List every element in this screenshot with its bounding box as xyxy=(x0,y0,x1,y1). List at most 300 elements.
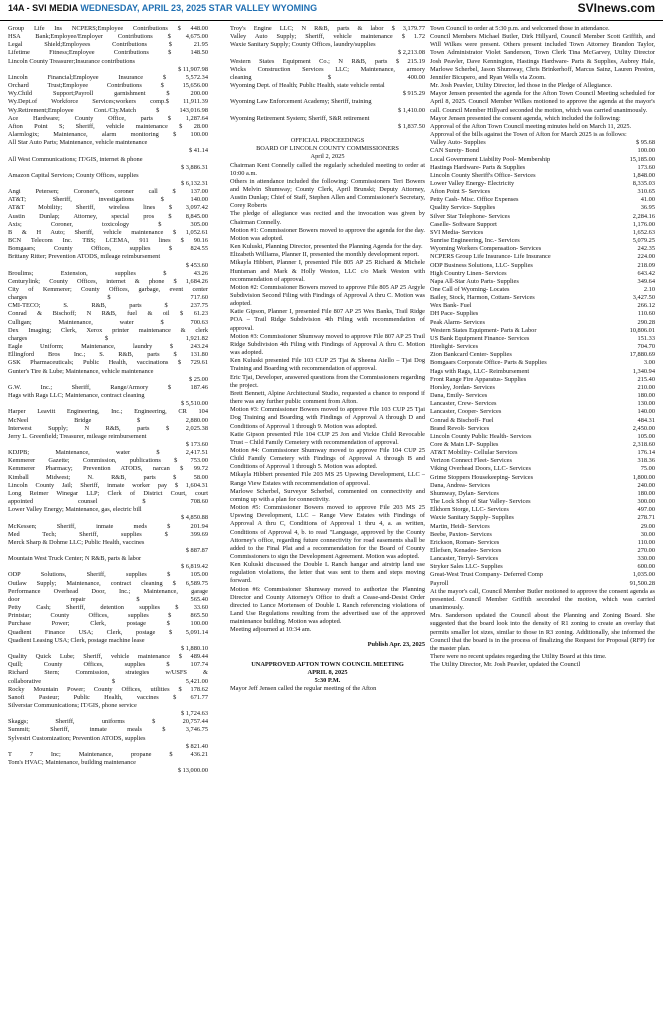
proceedings-paragraph: Motion #5: Commissioner Bowers moved to approve File 203 MS 25 Upswing Development, LLC – Range View Estates with Findings of Approval A thru C, Conditions of Approval 1 thru 4, a. as written, Conditions of Approval 4, b. to read "Language, approved by the County Attorney's office, regarding future connectivity for road easements shall be added to the Final Plat and a recommendation for the Board of County Commissioners to sign the Development Agreement. Motion was adopted. xyxy=(230,504,425,560)
bill-vendor: Peak Alarm- Services xyxy=(430,318,485,326)
entry-line: Lincoln County Jail; Sheriff, inmate worker pay $ 1,604.31 xyxy=(8,481,208,489)
entry-line: Long Reimer Winegar LLP; Clerk of District Court, court xyxy=(8,489,208,497)
page-number: 14A - SVI MEDIA xyxy=(8,3,78,13)
entry-amount: $ 453.60 xyxy=(185,261,208,269)
entry-line: Amazon Capital Services; County Offices, supplies xyxy=(8,171,139,179)
bill-amount: 1,340.94 xyxy=(632,367,655,375)
entry-line: collaborative $ 5,421.00 xyxy=(8,677,208,685)
entry-line: Purchase Power; Clerk, postage $ 100.00 xyxy=(8,620,208,628)
issue-date: WEDNESDAY, APRIL 23, 2025 xyxy=(80,3,207,13)
proceedings-paragraph: Ken Kuluski presented File 103 CUP 25 Tjai & Sheena Aiello – Tjai Dog Training and Boarding with recommendation of approval. xyxy=(230,357,425,373)
bill-row xyxy=(430,523,655,531)
entry-line: All Star Auto Parts; Maintenance, vehicle maintenance xyxy=(8,139,148,147)
entry-line: AT&T; Sheriff, investigations $ 140.00 xyxy=(8,196,208,204)
bill-row xyxy=(430,204,655,212)
afton-meeting-title: UNAPPROVED AFTON TOWN COUNCIL MEETING xyxy=(251,660,404,668)
bill-amount: 1,035.00 xyxy=(632,571,655,579)
entry-line: T 7 Inc; Maintenance, propane $ 436.21 xyxy=(8,750,208,758)
entry-line: B & H Auto; Sheriff, vehicle maintenance $ 1,052.61 xyxy=(8,228,208,236)
entry-line: Jerry L. Greenfield; Treasurer, mileage reimbursement xyxy=(8,432,147,440)
proceedings-body xyxy=(230,162,425,635)
bill-row xyxy=(430,172,655,180)
proceedings-paragraph: Meeting adjourned at 10:34 am. xyxy=(230,626,312,634)
bill-row xyxy=(430,376,655,384)
bill-amount: 1,652.63 xyxy=(632,228,655,236)
entry-line: Kemmerer Pharmacy; Prevention ATODS, narcan $ 99.72 xyxy=(8,465,208,473)
bill-vendor: Lancaster, Cooper- Services xyxy=(430,408,502,416)
bill-row xyxy=(430,457,655,465)
entry-line: CMI-TECO; S. R&B, parts $ 237.75 xyxy=(8,302,208,310)
bill-row xyxy=(430,180,655,188)
entry-line: Brittany Ritter; Prevention ATODS, mileage reimbursement xyxy=(8,253,161,261)
bill-amount: 1,848.00 xyxy=(632,171,655,179)
bill-amount: 600.00 xyxy=(637,563,655,571)
proceedings-paragraph: Ken Kuluski discussed the Double L Ranch hangar and airstrip land use regulation violations, the letter that was sent to them and steps moving forward. xyxy=(230,561,425,585)
bill-amount: 349.64 xyxy=(637,277,655,285)
page-header xyxy=(0,0,663,21)
entry-line: Quadient Finance USA; Clerk, postage $ 5,091.14 xyxy=(8,628,208,636)
bill-vendor: Hastings Hardware- Parts & Supplies xyxy=(430,163,526,171)
entry-line: Wy.Retirement;Employee Cont./Cty.Match $ 143,016.98 xyxy=(8,106,208,114)
minutes-paragraph: Mr. Josh Peavler, Utility Director, led those in the Pledge of Allegiance. xyxy=(430,82,613,90)
bill-vendor: Petty Cash- Misc. Office Expenses xyxy=(430,196,519,204)
minutes-paragraph: Town Council to order at 5:30 p.m. and welcomed those in attendance. xyxy=(430,25,610,32)
entry-line: Tom's HVAC; Maintenance, building maintenance xyxy=(8,759,136,767)
bill-amount: 173.60 xyxy=(637,163,655,171)
proceedings-paragraph: Motion #3: Commissioner Shumway moved to approve File 807 AP 25 Trail Ridge Subdivision 4th Filing with Findings of Approval A thru C. Motion was adopted. xyxy=(230,332,425,357)
bill-vendor: Brand Revolt- Services xyxy=(430,424,490,432)
bill-vendor: Napa All-Star Auto Parts- Supplies xyxy=(430,277,519,285)
bill-row xyxy=(430,327,655,335)
bill-amount: 75.00 xyxy=(640,465,655,473)
bill-row xyxy=(430,368,655,376)
entry-amount: $ 1,410.00 xyxy=(398,106,425,114)
proceedings-paragraph: Others in attendance included the following: Commissioners Teri Bowers and Melvin Shumway; County Clerk, April Brunski; Deputy Attorney, Austin Dunlap; Chief of Staff, Stephen Allen and Commissioner's Secretary, Corey Roberts xyxy=(230,177,425,210)
entry-line: Rocky Mountain Power; County Offices, utilities $ 178.62 xyxy=(8,685,208,693)
entry-line: Conrad & Bischoff; N R&B, fuel & oil $ 61.23 xyxy=(8,310,208,318)
bill-vendor: High Country Linen- Services xyxy=(430,269,507,277)
bill-vendor: Front Range Fire Apparatus- Supplies xyxy=(430,375,527,383)
entry-amount: $ 11,907.98 xyxy=(178,65,208,73)
minutes-paragraph: Approval of the bills against the Town of Afton for March 2025 is as follows: xyxy=(430,131,627,139)
entry-line: Afton Point S; Sheriff, vehicle maintenance $ 28.00 xyxy=(8,122,208,130)
entry-line: Wyoming Retirement System; Sheriff, S&R retirement xyxy=(230,114,370,122)
bill-amount: 266.12 xyxy=(637,302,655,310)
entry-line: Wyoming Dept. of Health; Public Health, state vehicle rental xyxy=(230,82,385,90)
bill-vendor: Silver Star Telephone- Services xyxy=(430,212,510,220)
bill-vendor: Lancaster, Crew- Services xyxy=(430,400,497,408)
proceedings-paragraph: Marlowe Scherbel, Surveyor Scherbel, commented on connectivity and coming up with a plan for connectivity. xyxy=(230,487,425,503)
bill-row xyxy=(430,147,655,155)
entry-line: Silverstar Communications; IT/GIS, phone service xyxy=(8,701,137,709)
claims-list-continued xyxy=(230,25,425,131)
entry-line: Broulims; Extension, supplies $ 43.26 xyxy=(8,269,208,277)
entry-line: BCN Telecom Inc. TBS; LCEMA, 911 lines $ 90.16 xyxy=(8,237,208,245)
bill-amount: 180.00 xyxy=(637,392,655,400)
bill-amount: 29.00 xyxy=(640,522,655,530)
entry-amount: $ 173.60 xyxy=(185,440,208,448)
minutes-paragraph: Approval of the Afton Town Council meeting minutes held on March 11, 2025. xyxy=(430,122,632,130)
bill-row xyxy=(430,498,655,506)
proceedings-paragraph: Mikayla Hibbert presented File 203 MS 25 Upswing Development, LLC – Range View Estates with recommendation of approval. xyxy=(230,471,425,487)
bill-row xyxy=(430,343,655,351)
bill-row xyxy=(430,310,655,318)
bill-amount: 704.70 xyxy=(637,343,655,351)
entry-line: Austin Dunlap; Attorney, special pros $ 8,845.00 xyxy=(8,212,208,220)
bill-vendor: Waxie Sanitary Supply- Supplies xyxy=(430,514,514,522)
paper-name: STAR VALLEY WYOMING xyxy=(208,3,318,13)
bill-row xyxy=(430,319,655,327)
bill-amount: 318.36 xyxy=(637,457,655,465)
bill-vendor: One Call of Wyoming- Locates xyxy=(430,286,510,293)
bill-vendor: Lincoln County Sheriff's Office- Services xyxy=(430,171,536,179)
entry-amount: $ 1,837.50 xyxy=(398,122,425,130)
bill-row xyxy=(430,156,655,164)
bill-amount: 300.00 xyxy=(637,498,655,506)
entry-amount: $ 1,880.10 xyxy=(181,644,208,652)
afton-minutes-body xyxy=(430,25,655,139)
entry-line: Sylvestri Customization; Prevention ATODS, supplies xyxy=(8,734,146,742)
bill-amount: 218.09 xyxy=(637,261,655,269)
bill-amount: 5,079.25 xyxy=(632,237,655,245)
bill-vendor: NCPERS Group Life Insurance- Life Insurance xyxy=(430,253,551,261)
entry-line: GSK Pharmaceuticals; Public Health, vaccinations $ 729.61 xyxy=(8,359,208,367)
entry-line: Alarmlogix; Maintenance, alarm monitoring $ 100.00 xyxy=(8,131,208,139)
bill-vendor: Horsley, Jordan- Services xyxy=(430,383,495,391)
header-info xyxy=(8,3,317,13)
bill-amount: 3,427.50 xyxy=(632,294,655,302)
bill-vendor: Local Government Liability Pool- Membership xyxy=(430,155,551,163)
bill-row xyxy=(430,302,655,310)
entry-line: All West Communications; IT/GIS, internet & phone xyxy=(8,155,143,163)
bill-amount: 224.00 xyxy=(637,253,655,261)
entry-amount: $ 915.29 xyxy=(402,90,425,98)
bill-vendor: Verizon Connect Fleet- Services xyxy=(430,457,512,465)
entry-line: Summit; Sheriff, inmate meals $ 3,746.75 xyxy=(8,726,208,734)
bill-amount: 15,185.00 xyxy=(629,155,655,163)
entry-line: G.W. Inc.; Sheriff, Range/Armory $ 187.46 xyxy=(8,383,208,391)
entry-line: ODP Solutions, Sheriff, supplies $ 105.00 xyxy=(8,571,208,579)
bill-vendor: Grime Stoppers Housekeeping- Services xyxy=(430,473,534,481)
entry-amount: $ 6,132.31 xyxy=(181,179,208,187)
bill-row xyxy=(430,237,655,245)
entry-line: Performance Overhead Door, Inc.; Maintenance, garage xyxy=(8,587,208,595)
bill-row xyxy=(430,400,655,408)
bill-vendor: Wyoming Workers Compensation- Services xyxy=(430,245,542,253)
entry-line: Harper Leavitt Engineering, Inc.; Engineering, CR 104 xyxy=(8,408,208,416)
bill-amount: 2,318.60 xyxy=(632,440,655,448)
proceedings-paragraph: Motion #4: Commissioner Shumway moved to approve File 104 CUP 25 Child Family Cemetery with Findings of Approval A through B and Conditions of Approval 1 through 5. Motion was adopted. xyxy=(230,446,425,471)
bill-row xyxy=(430,474,655,482)
bill-row xyxy=(430,270,655,278)
entry-line: Mountain West Truck Center; N R&B, parts & labor xyxy=(8,555,142,563)
bill-amount: 110.00 xyxy=(637,538,655,546)
bill-vendor: Quality Service- Supplies xyxy=(430,204,496,212)
bill-row xyxy=(430,482,655,490)
minutes-paragraph: Mrs. Sanderson updated the Council about the Planning and Zoning Board. She suggested that the board look into the density of R1 zoning to create an overlay that permits smaller lot sizes, similar to those in R3 zoning. Additionally, she informed the Council that the board is in the process of finalizing the Request for Proposal (RFP) for the master plan. xyxy=(430,612,655,652)
entry-line: Angi Petersen; Coroner's, coroner call $ 137.00 xyxy=(8,188,208,196)
entry-line: Lincoln County Treasurer;Insurance contributions xyxy=(8,57,136,65)
bill-amount: 105.00 xyxy=(637,432,655,440)
bill-row xyxy=(430,384,655,392)
entry-line: Ellingford Bros Inc.; S. R&B, parts $ 131.80 xyxy=(8,351,208,359)
entry-line: Gunter's Tire & Lube; Maintenance, vehicle maintenance xyxy=(8,367,154,375)
bill-vendor: Core & Main LP- Supplies xyxy=(430,440,499,448)
bill-row xyxy=(430,196,655,204)
column-1-claims-list xyxy=(8,25,208,1020)
entry-line: Quill; County Offices, supplies $ 107.74 xyxy=(8,661,208,669)
entry-line: Waxie Sanitary Supply; County Offices, laundry/supplies xyxy=(230,41,376,49)
proceedings-paragraph: Chairman Kent Connelly called the regularly scheduled meeting to order at 10:00 a.m. xyxy=(230,161,425,177)
bill-vendor: Lincoln County Public Health- Services xyxy=(430,432,532,440)
bill-amount: 100.00 xyxy=(637,147,655,155)
bill-amount: 2.10 xyxy=(643,286,655,293)
bill-amount: 1,800.00 xyxy=(632,473,655,481)
bill-vendor: Bailey, Stock, Harmon, Cottam- Services xyxy=(430,294,535,302)
entry-amount: $ 41.14 xyxy=(188,147,208,155)
proceedings-paragraph: Katie Gipson, Planner I, presented File 807 AP 25 Wes Banks, Trail Ridge POA – Trail Ridge Subdivision 4th Filing with recommendation of approval. xyxy=(230,308,425,332)
bill-row xyxy=(430,286,655,294)
entry-line: City of Kemmerer; County Offices, garbage, event center xyxy=(8,286,208,293)
proceedings-paragraph: Ken Kuluski, Planning Director, presented the Planning Agenda for the day. xyxy=(230,243,423,251)
bill-row xyxy=(430,433,655,441)
entry-line: Kemmerer Gazette; Commission, publications $ 753.00 xyxy=(8,457,208,465)
entry-line: charges $ 717.60 xyxy=(8,294,208,302)
bill-amount: 242.35 xyxy=(637,245,655,253)
bill-vendor: Hirelight- Services xyxy=(430,343,479,351)
bill-amount: $ 95.68 xyxy=(635,139,655,147)
entry-line: Valley Auto Supply; Sheriff, vehicle maintenance $ 1.72 xyxy=(230,33,425,41)
proceedings-date: April 2, 2025 xyxy=(310,153,345,161)
bill-amount: 130.00 xyxy=(637,400,655,408)
bill-vendor: Wex Bank- Fuel xyxy=(430,302,472,310)
entry-line: Kimball Midwest; N. R&B, parts $ 58.00 xyxy=(8,473,208,481)
bill-row xyxy=(430,294,655,302)
bill-vendor: Sunrise Engineering, Inc.- Services xyxy=(430,237,520,245)
entry-amount: $ 4,850.88 xyxy=(181,514,208,522)
bill-row xyxy=(430,547,655,555)
bill-amount: 17,880.69 xyxy=(629,351,655,359)
entry-amount: $ 887.87 xyxy=(185,547,208,554)
minutes-paragraph: Mayor Jensen presented the consent agenda, which included the following: xyxy=(430,114,621,122)
bill-row xyxy=(430,539,655,547)
bill-row xyxy=(430,465,655,473)
entry-line: HSA Bank;Employee/Employer Contributions $ 4,675.00 xyxy=(8,33,208,41)
column-3-afton-minutes xyxy=(430,25,655,1020)
bill-amount: 3.00 xyxy=(643,359,655,367)
entry-line: Orchard Trust;Employee Contributions $ 15,656.00 xyxy=(8,82,208,90)
bill-row xyxy=(430,164,655,172)
proceedings-paragraph: Katie Gipson presented File 104 CUP 25 Jon and Vickie Child Revocable Trust – Child Family Cemetery with recommendation of approval. xyxy=(230,430,425,446)
bill-amount: 140.00 xyxy=(637,408,655,416)
bill-amount: 91,500.28 xyxy=(629,579,655,587)
bill-vendor: The Lock Shop of Star Valley- Services xyxy=(430,498,531,506)
entry-amount: $ 13,000.00 xyxy=(177,767,208,775)
bill-row xyxy=(430,506,655,514)
bill-vendor: Conrad & Bischoff- Fuel xyxy=(430,416,494,424)
bill-amount: 30.00 xyxy=(640,530,655,538)
bill-row xyxy=(430,245,655,253)
bill-amount: 210.00 xyxy=(637,383,655,391)
proceedings-paragraph: Motion #3: Commissioner Bowers moved to approve File 103 CUP 25 Tjai Dog Training and Boarding with Findings of Approval A through D and Conditions of Approval 1 through 9. Motion was adopted. xyxy=(230,406,425,430)
afton-meeting-time: 5:30 P.M. xyxy=(314,677,341,685)
bill-vendor: CAN Surety- Bond xyxy=(430,147,479,155)
entry-line: Outlaw Supply; Maintenance, contract cleaning $ 6,589.75 xyxy=(8,579,208,587)
bill-vendor: Viking Overhead Doors, LLC- Services xyxy=(430,465,531,473)
bill-amount: 110.60 xyxy=(637,310,655,318)
bill-amount: 497.00 xyxy=(637,506,655,514)
bill-vendor: Elkhorn Storge, LLC- Services xyxy=(430,506,509,514)
bill-row xyxy=(430,359,655,367)
entry-line: Legal Shield;Employees Contributions $ 21.95 xyxy=(8,41,208,49)
bill-row xyxy=(430,221,655,229)
bill-row xyxy=(430,449,655,457)
afton-minutes-continued xyxy=(430,588,655,670)
bill-vendor: Great-West Trust Company- Deferred Comp xyxy=(430,571,543,579)
bill-amount: 151.33 xyxy=(637,334,655,342)
bill-vendor: Stryker Sales LLC- Supplies xyxy=(430,563,503,571)
bill-amount: 290.28 xyxy=(637,318,655,326)
bill-vendor: SVI Media- Services xyxy=(430,228,484,236)
entry-line: Eagle Uniform; Maintenance, laundry $ 243.24 xyxy=(8,343,208,351)
proceedings-paragraph: Eric Tjai, Developer, answered questions from the Commissioners regarding the project. xyxy=(230,373,425,389)
entry-line: Wy.Child Support;Payroll garnishment $ 200.00 xyxy=(8,90,208,98)
bill-amount: 176.14 xyxy=(637,449,655,457)
entry-line: Wy.Dept.of Workforce Services;workers comp.$ 11,911.39 xyxy=(8,98,208,106)
bill-amount: 2,284.16 xyxy=(632,212,655,220)
bill-amount: 10,806.01 xyxy=(629,326,655,334)
bill-vendor: Ellefsen, Kenadee- Services xyxy=(430,547,502,554)
bill-row xyxy=(430,262,655,270)
proceedings-paragraph: Motion #1: Commissioner Bowers moved to approve the agenda for the day. Motion was adopted. xyxy=(230,226,425,242)
entry-line: McNeel Bridge $ 2,880.00 xyxy=(8,416,208,424)
bill-vendor: AT&T Mobility- Cellular Services xyxy=(430,449,518,457)
bill-vendor: Bomgaars Corporate Office- Parts & Supplies xyxy=(430,359,547,367)
entry-line: Petty Cash; Sheriff, detention supplies $ 33.60 xyxy=(8,604,208,612)
entry-line: Sanofi Pasteur; Public Health, vaccines $ 671.77 xyxy=(8,693,208,701)
entry-line: Wicks Construction Services LLC; Maintenance, armory xyxy=(230,65,425,73)
entry-amount: $ 6,819.42 xyxy=(181,563,208,571)
proceedings-title: OFFICIAL PROCEEDINGS xyxy=(290,137,365,145)
bill-vendor: Erickson, Roman- Services xyxy=(430,538,500,546)
bill-vendor: Afton Point S- Services xyxy=(430,188,491,196)
bill-row xyxy=(430,425,655,433)
entry-line: Hags with Rags LLC; Maintenance, contract cleaning xyxy=(8,392,145,400)
bill-amount: 643.42 xyxy=(637,269,655,277)
entry-line: Lower Valley Energy; Maintenance, gas, electric bill xyxy=(8,506,142,514)
entry-line: appointed counsel $ 708.60 xyxy=(8,498,208,506)
entry-amount: $ 821.40 xyxy=(185,742,208,750)
proceedings-paragraph: Mikayla Hibbert, Planner I, presented File 805 AP 25 Richard & Michele Huntsman and Mark & Holly Weston, LLC c/o Mark Weston with recommendation of approval. xyxy=(230,259,425,283)
bill-amount: 330.00 xyxy=(637,555,655,563)
minutes-paragraph: At the mayor's call, Council Member Butler motioned to approve the consent agenda as presented. Council Member Griffith seconded the motion, which was carried unanimously. xyxy=(430,587,655,612)
entry-line: Interwest Supply; N R&B, parts $ 2,025.38 xyxy=(8,424,208,432)
bill-row xyxy=(430,139,655,147)
minutes-paragraph: Mayor Jensen presented the agenda for the Afton Town Council Meeting scheduled for April 8, 2025. Council Member Wilkes motioned to approve the agenda at the mayor's call. Council Member Hillyard seconded the motion, which was carried unanimously. xyxy=(430,90,655,114)
proceedings-paragraph: Motion #2: Commissioner Bowers moved to approve File 805 AP 25 Argyle Subdivision Second Filing with Findings of Approval A thru C. Motion was adopted. xyxy=(230,283,425,308)
website-label: SVInews.com xyxy=(577,1,655,15)
bill-row xyxy=(430,213,655,221)
bill-vendor: Zion Bankcard Center- Supplies xyxy=(430,351,512,359)
publish-line: Publish Apr. 23, 2025 xyxy=(367,640,425,648)
bill-amount: 270.00 xyxy=(637,547,655,554)
entry-line: door repair $ 565.40 xyxy=(8,595,208,603)
bill-row xyxy=(430,580,655,588)
bill-row xyxy=(430,555,655,563)
bill-row xyxy=(430,441,655,449)
bill-amount: 8,335.03 xyxy=(632,179,655,187)
bill-row xyxy=(430,408,655,416)
bill-vendor: Valley Auto- Supplies xyxy=(430,139,486,147)
proceedings-board: BOARD OF LINCOLN COUNTY COMMISSIONERS xyxy=(256,145,399,153)
bill-vendor: Hags with Rags, LLC- Reimbursement xyxy=(430,367,530,375)
entry-amount: $ 1,724.63 xyxy=(181,710,208,718)
column-2-proceedings xyxy=(230,25,425,1020)
bill-vendor: Beebe, Paxton- Services xyxy=(430,530,492,538)
bill-row xyxy=(430,531,655,539)
entry-line: KDJPB; Maintenance, water $ 2,417.51 xyxy=(8,449,208,457)
bill-row xyxy=(430,351,655,359)
entry-line: Lincoln Financial;Employee Insurance $ 5,572.34 xyxy=(8,73,208,81)
proceedings-paragraph: The pledge of allegiance was recited and the invocation was given by Chairman Connelly. xyxy=(230,210,425,226)
entry-amount: $ 5,510.00 xyxy=(181,400,208,408)
bill-row xyxy=(430,335,655,343)
entry-line: cleaning $ 400.00 xyxy=(230,73,425,81)
entry-amount: $ 25.00 xyxy=(188,375,208,383)
bill-row xyxy=(430,514,655,522)
bill-vendor: Martin, Heidi- Services xyxy=(430,522,490,530)
entry-line: Richard Stern; Commission, strategies w/USFS & xyxy=(8,669,208,677)
entry-line: Centurylink; County Offices, internet & phone $ 1,684.26 xyxy=(8,277,208,285)
entry-line: Lifetime Fitness;Employee Contributions $ 148.50 xyxy=(8,49,208,57)
entry-line: Bomgaars; County Offices, supplies $ 824.55 xyxy=(8,245,208,253)
proceedings-paragraph: Brett Bennett, Alpine Architectural Studio, requested a chance to respond if there was any further public comment from Afton. xyxy=(230,389,425,406)
minutes-paragraph: The Utility Director, Mr. Josh Peavler, updated the Council xyxy=(430,661,581,669)
bill-amount: 1,176.00 xyxy=(632,220,655,228)
bill-row xyxy=(430,490,655,498)
bill-amount: 310.65 xyxy=(637,188,655,196)
bill-vendor: ODP Business Solutions, LLC- Supplies xyxy=(430,261,533,269)
entry-line: Troy's Engine LLC; N R&B, parts & labor $ 3,179.77 xyxy=(230,25,425,32)
entry-line: AT&T Mobility; Sheriff, wireless lines $ 3,097.42 xyxy=(8,204,208,212)
bill-amount: 180.00 xyxy=(637,489,655,497)
bill-vendor: Dana, Emily- Services xyxy=(430,392,488,400)
entry-line: Printstar; County Offices, supplies $ 865.50 xyxy=(8,612,208,620)
entry-line: Med Tech; Sheriff, supplies $ 399.69 xyxy=(8,530,208,538)
entry-line: Ace Hardware; County Office, parts $ 1,287.64 xyxy=(8,114,208,122)
bill-row xyxy=(430,278,655,286)
bill-row xyxy=(430,563,655,571)
bills-list xyxy=(430,139,655,588)
bill-amount: 36.95 xyxy=(640,204,655,212)
bill-row xyxy=(430,229,655,237)
bill-amount: 2,450.00 xyxy=(632,424,655,432)
entry-line: Group Life Ins NCPERS;Employee Contributions $ 448.00 xyxy=(8,25,208,32)
bill-row xyxy=(430,571,655,579)
afton-intro: Mayor Jeff Jensen called the regular meeting of the Afton xyxy=(230,685,377,693)
bill-amount: 484.31 xyxy=(637,416,655,424)
bill-amount: 215.40 xyxy=(637,375,655,383)
entry-line: Quadient Leasing USA; Clerk, postage machine lease xyxy=(8,636,145,644)
entry-amount: $ 2,213.08 xyxy=(398,49,425,57)
entry-line: McKessen; Sheriff, inmate meds $ 201.94 xyxy=(8,522,208,530)
bill-amount: 278.71 xyxy=(637,514,655,522)
minutes-paragraph: Council Members Michael Butler, Dirk Hillyard, Council Member Scott Griffith, and Will Wilkes were present. Others present included Town Attorney Brandon Taylor, Town Administrator Violet Sanderson, Town Clerk Tina McGarvey, Utility Director Josh Peavler, Dave Kennington, Hastings Hardware- Parts & Supplies, Aubrey Hale, Marlowe Scherbel, Jason Shumway, Chris Brinkerhoff, Marcus Sainz, Lauren Preston, Jennifer Bicupero, and Ryan Wells via Zoom. xyxy=(430,33,655,81)
entry-line: Skaggs; Sheriff, uniforms $ 20,757.44 xyxy=(8,718,208,726)
entry-line: Merck Sharp & Dohme LLC; Public Health, vaccines xyxy=(8,538,145,546)
entry-line: charges $ 1,921.82 xyxy=(8,334,208,342)
proceedings-paragraph: Elizabeth Williams, Planner II, presented the monthly development report. xyxy=(230,251,420,259)
